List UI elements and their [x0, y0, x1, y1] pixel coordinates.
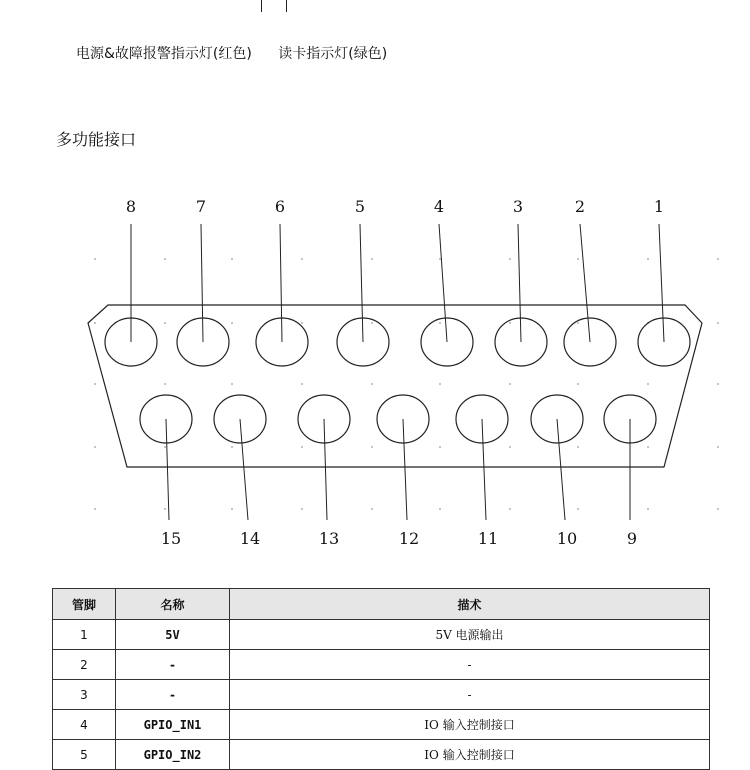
- grid-dot: [94, 383, 96, 385]
- grid-dot: [301, 258, 303, 260]
- grid-dot: [164, 446, 166, 448]
- grid-dot: [231, 383, 233, 385]
- top-margin-marks: [260, 0, 288, 12]
- grid-dot: [439, 258, 441, 260]
- grid-dot: [509, 446, 511, 448]
- pin-table: [52, 588, 710, 770]
- table-row: [53, 710, 710, 740]
- grid-dot: [577, 322, 579, 324]
- grid-dot: [301, 508, 303, 510]
- pin-label-2: 2: [574, 197, 586, 216]
- pin-leader-1: [659, 224, 664, 342]
- pin-leader-4: [439, 224, 447, 342]
- table-row: [53, 620, 710, 650]
- table-row: [53, 680, 710, 710]
- pin-leader-12: [403, 419, 407, 520]
- connector-shell: [88, 305, 702, 467]
- grid-dot: [509, 322, 511, 324]
- pins-layer: [105, 197, 690, 548]
- grid-dot: [439, 383, 441, 385]
- name-cell: -: [116, 680, 230, 710]
- grid-dot: [164, 383, 166, 385]
- pin-leader-11: [482, 419, 486, 520]
- grid-dot: [717, 322, 719, 324]
- grid-dot: [164, 508, 166, 510]
- led-card-read-label: 读卡指示灯(绿色): [278, 46, 388, 62]
- pin-label-3: 3: [512, 197, 524, 216]
- desc-cell: -: [230, 650, 710, 680]
- pin-label-10: 10: [556, 529, 578, 548]
- pin-cell: 1: [53, 620, 116, 650]
- grid-dot: [371, 322, 373, 324]
- margin-mark-left: [261, 0, 262, 12]
- pin-leader-5: [360, 224, 363, 342]
- grid-dot: [717, 383, 719, 385]
- pin-cell: 5: [53, 740, 116, 770]
- pin-leader-13: [324, 419, 327, 520]
- grid-dot: [577, 258, 579, 260]
- pin-leader-6: [280, 224, 282, 342]
- pin-leader-14: [240, 419, 248, 520]
- grid-dot: [164, 322, 166, 324]
- pin-cell: 3: [53, 680, 116, 710]
- grid-dot: [647, 258, 649, 260]
- pin-leader-10: [557, 419, 565, 520]
- desc-cell: IO 输入控制接口: [230, 710, 710, 740]
- grid-dot: [647, 508, 649, 510]
- grid-dot: [439, 322, 441, 324]
- header-name: 名称: [116, 589, 230, 620]
- grid-dot: [509, 383, 511, 385]
- pin-leader-15: [166, 419, 169, 520]
- header-pin: 管脚: [53, 589, 116, 620]
- grid-dot: [717, 446, 719, 448]
- pin-table-header: [53, 589, 710, 620]
- name-cell: 5V: [116, 620, 230, 650]
- grid-dot: [647, 383, 649, 385]
- section-title: 多功能接口: [56, 130, 137, 149]
- pin-leader-3: [518, 224, 521, 342]
- grid-dot: [439, 446, 441, 448]
- grid-dot: [371, 446, 373, 448]
- name-cell: GPIO_IN2: [116, 740, 230, 770]
- pin-cell: 4: [53, 710, 116, 740]
- header-desc: 描术: [230, 589, 710, 620]
- grid-dot: [577, 383, 579, 385]
- grid-dot: [301, 322, 303, 324]
- grid-dot: [371, 383, 373, 385]
- grid-dot: [301, 383, 303, 385]
- grid-dot: [231, 322, 233, 324]
- name-cell: -: [116, 650, 230, 680]
- pin-label-15: 15: [160, 529, 182, 548]
- grid-dot: [231, 508, 233, 510]
- grid-dot: [164, 258, 166, 260]
- table-row: [53, 650, 710, 680]
- pin-label-6: 6: [274, 197, 286, 216]
- grid-dot: [371, 508, 373, 510]
- grid-dot: [577, 508, 579, 510]
- pin-label-13: 13: [318, 529, 340, 548]
- grid-dot: [94, 446, 96, 448]
- led-power-fault-label: 电源&故障报警指示灯(红色): [76, 46, 252, 62]
- grid-dot: [301, 446, 303, 448]
- grid-dot: [509, 258, 511, 260]
- pin-label-12: 12: [398, 529, 420, 548]
- pin-leader-2: [580, 224, 590, 342]
- pin-label-14: 14: [239, 529, 261, 548]
- pin-label-5: 5: [354, 197, 366, 216]
- grid-dot: [717, 508, 719, 510]
- grid-dot: [717, 258, 719, 260]
- db15-connector-diagram: [0, 180, 750, 580]
- grid-dot: [647, 446, 649, 448]
- grid-dot: [577, 446, 579, 448]
- grid-dot: [439, 508, 441, 510]
- grid-dot: [94, 508, 96, 510]
- pin-leader-7: [201, 224, 203, 342]
- pin-label-8: 8: [125, 197, 137, 216]
- grid-dot: [231, 258, 233, 260]
- desc-cell: -: [230, 680, 710, 710]
- pin-label-1: 1: [653, 197, 665, 216]
- grid-dot: [371, 258, 373, 260]
- grid-dots: [94, 258, 719, 510]
- pin-label-7: 7: [195, 197, 207, 216]
- pin-label-4: 4: [433, 197, 445, 216]
- grid-dot: [94, 258, 96, 260]
- desc-cell: IO 输入控制接口: [230, 740, 710, 770]
- grid-dot: [94, 322, 96, 324]
- desc-cell: 5V 电源输出: [230, 620, 710, 650]
- margin-mark-right: [286, 0, 287, 12]
- grid-dot: [231, 446, 233, 448]
- led-legend: [76, 43, 387, 63]
- name-cell: GPIO_IN1: [116, 710, 230, 740]
- pin-cell: 2: [53, 650, 116, 680]
- pin-label-11: 11: [477, 529, 499, 548]
- table-row: [53, 740, 710, 770]
- grid-dot: [509, 508, 511, 510]
- pin-label-9: 9: [626, 529, 638, 548]
